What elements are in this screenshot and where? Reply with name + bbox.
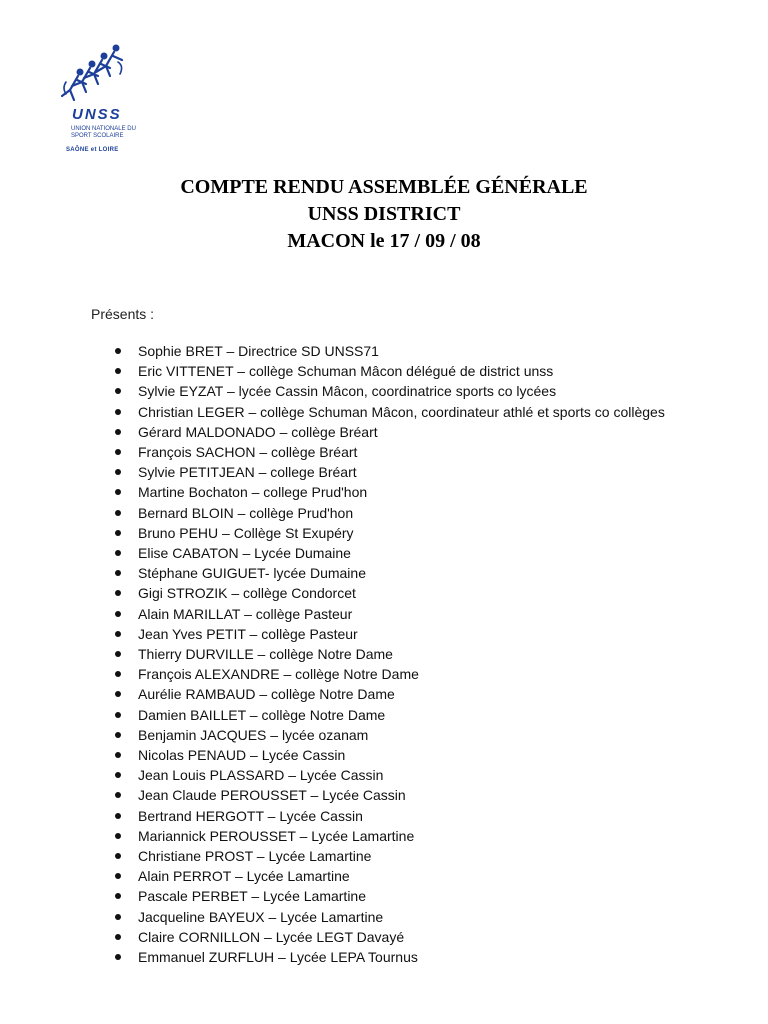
attendee-item: Bernard BLOIN – collège Prud'hon <box>115 503 675 523</box>
attendee-item: Eric VITTENET – collège Schuman Mâcon délégué de district unss <box>115 361 675 381</box>
attendee-item: François ALEXANDRE – collège Notre Dame <box>115 664 675 684</box>
attendee-item: Thierry DURVILLE – collège Notre Dame <box>115 644 675 664</box>
attendee-item: Mariannick PEROUSSET – Lycée Lamartine <box>115 826 675 846</box>
attendee-item: Bruno PEHU – Collège St Exupéry <box>115 523 675 543</box>
unss-logo <box>58 42 140 160</box>
attendee-item: Christiane PROST – Lycée Lamartine <box>115 846 675 866</box>
attendee-item: Damien BAILLET – collège Notre Dame <box>115 705 675 725</box>
logo-subtitle: UNION NATIONALE DU SPORT SCOLAIRE <box>71 126 136 139</box>
attendee-item: Elise CABATON – Lycée Dumaine <box>115 543 675 563</box>
logo-name: UNSS <box>72 106 122 123</box>
attendee-item: Christian LEGER – collège Schuman Mâcon, coordinateur athlé et sports co collèges <box>115 402 675 422</box>
attendee-item: Sylvie EYZAT – lycée Cassin Mâcon, coordinatrice sports co lycées <box>115 381 675 401</box>
attendee-item: Martine Bochaton – college Prud'hon <box>115 482 675 502</box>
attendee-item: Jean Louis PLASSARD – Lycée Cassin <box>115 765 675 785</box>
attendee-item: Claire CORNILLON – Lycée LEGT Davayé <box>115 927 675 947</box>
attendee-list <box>115 341 675 967</box>
presents-label: Présents : <box>91 306 155 322</box>
attendee-item: Stéphane GUIGUET- lycée Dumaine <box>115 563 675 583</box>
title-line-3: MACON le 17 / 09 / 08 <box>287 230 481 252</box>
attendee-item: Jacqueline BAYEUX – Lycée Lamartine <box>115 907 675 927</box>
title-line-2: UNSS DISTRICT <box>307 203 461 225</box>
document-title <box>0 174 768 255</box>
attendee-item: Alain MARILLAT – collège Pasteur <box>115 604 675 624</box>
title-line-1: COMPTE RENDU ASSEMBLÉE GÉNÉRALE <box>180 176 588 198</box>
attendee-item: Bertrand HERGOTT – Lycée Cassin <box>115 806 675 826</box>
attendee-item: Gigi STROZIK – collège Condorcet <box>115 583 675 603</box>
attendee-item: Aurélie RAMBAUD – collège Notre Dame <box>115 684 675 704</box>
attendee-item: Sophie BRET – Directrice SD UNSS71 <box>115 341 675 361</box>
attendee-item: Nicolas PENAUD – Lycée Cassin <box>115 745 675 765</box>
attendee-item: Gérard MALDONADO – collège Bréart <box>115 422 675 442</box>
attendee-item: Alain PERROT – Lycée Lamartine <box>115 866 675 886</box>
attendee-item: Benjamin JACQUES – lycée ozanam <box>115 725 675 745</box>
attendee-item: Pascale PERBET – Lycée Lamartine <box>115 886 675 906</box>
running-figures-icon <box>58 42 140 106</box>
logo-region: SAÔNE et LOIRE <box>66 147 119 153</box>
attendee-item: Emmanuel ZURFLUH – Lycée LEPA Tournus <box>115 947 675 967</box>
attendee-item: Sylvie PETITJEAN – college Bréart <box>115 462 675 482</box>
attendee-item: Jean Yves PETIT – collège Pasteur <box>115 624 675 644</box>
attendee-item: Jean Claude PEROUSSET – Lycée Cassin <box>115 785 675 805</box>
attendee-item: François SACHON – collège Bréart <box>115 442 675 462</box>
